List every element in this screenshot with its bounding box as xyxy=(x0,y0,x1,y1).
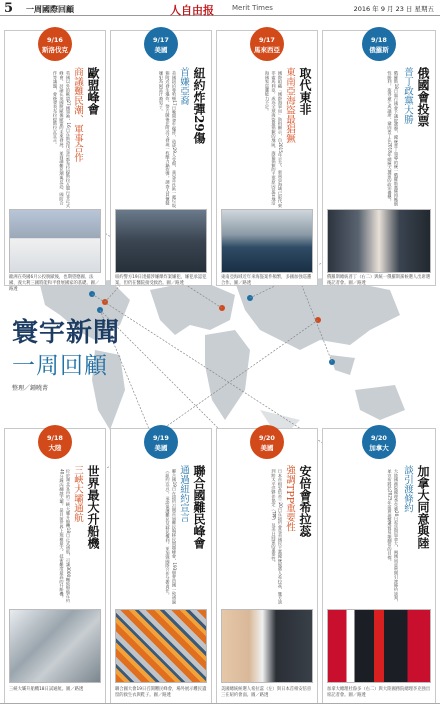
photo-caption: 加拿大總理杜魯多（右二）與大陸國務院總理李克強出席記者會。圖／路透 xyxy=(327,687,431,698)
newspaper-logo: 人自由报 xyxy=(170,4,214,17)
abe-clinton-photo xyxy=(221,609,313,683)
news-card-piracy xyxy=(216,30,318,286)
photo-caption: 紐約警方19日逮捕涉嫌爆炸案嫌犯，嫌犯承認犯案，但仍在醫院接受救治。圖／路透 xyxy=(115,275,207,286)
date-badge: 9/18 大陸 xyxy=(38,425,72,459)
news-card-un-refugee xyxy=(110,428,212,704)
photo-caption: 美國總統候選人希拉蕊（左）與日本首相安倍晉三在紐約會面。圖／路透 xyxy=(221,687,312,698)
article-body: 國際組織「國際海事局」資料顯示，自2015年至今，東南亞海域已取代東非索馬利亞，成為全球海盜最猖獗的地區。海盜猖獗的主要原因是當地沿海國家巡邏能力不足。 xyxy=(265,71,283,208)
subheadline: 談引渡條約 xyxy=(402,465,413,513)
subheadline: 首嫌亞裔 xyxy=(178,67,189,105)
police-photo xyxy=(115,209,207,273)
feature-title: 寰宇新聞 xyxy=(12,318,121,348)
feature-subtitle: 一周回顧 xyxy=(12,353,108,379)
byline: 整理／鍾曉菁 xyxy=(12,385,49,392)
article-body: 日本首相安倍晉三20日在紐約會見美國民主黨總統候選人希拉蕊，雙方談到跨太平洋夥伴協定（TPP）及美日同盟的重要性。 xyxy=(271,469,283,605)
date-badge: 9/18 俄羅斯 xyxy=(362,27,396,61)
news-card-russia-election xyxy=(322,30,436,286)
putin-photo xyxy=(327,209,431,273)
date-badge: 9/17 馬來西亞 xyxy=(250,27,284,61)
article-body: 美國紐約曼哈頓17日晚間發生爆炸，造成29人受傷，雀兒喜社區一處垃圾箱附近發生爆炸，警方隨後在附近又發現一枚壓力鍋炸彈，調查人員懷疑嫌犯為阿富汗裔男子。 xyxy=(159,71,177,208)
summit-photo xyxy=(9,209,101,273)
headline: 安倍會希拉蕊 xyxy=(298,465,312,537)
article-body: 大陸國務院總理李克強20日起訪問加拿大，兩國同意展開引渡條約談判，並宣布將於2025年前實現雙邊貿易額翻倍的目標。 xyxy=(387,469,399,605)
newspaper-logo-en: Merit Times xyxy=(232,4,273,12)
trudeau-li-photo xyxy=(327,609,431,683)
page-number: 5 xyxy=(4,1,14,16)
news-card-eu-summit xyxy=(4,30,106,292)
date-badge: 9/16 斯洛伐克 xyxy=(38,27,72,61)
issue-date: 2016 年 9 月 23 日 星期五 xyxy=(353,5,434,13)
photo-caption: 三峽大壩升船機18日試通航。圖／路透 xyxy=(9,687,84,692)
article-body: 英國以外的歐盟27國領袖，16日在斯洛伐克首都布拉提斯拉瓦舉行非正式峰會，討論在英國脫歐後歐盟的未來發展，並商議難民潮與反恐、國防合作等議題，會後發表布拉提斯拉瓦宣言。 xyxy=(53,71,71,208)
headline: 歐盟峰會 xyxy=(86,67,100,115)
date-badge: 9/17 美國 xyxy=(144,27,178,61)
article-body: 俄羅斯18日舉行國會下議院選舉，總統普丁領導的統一俄羅斯黨獲得壓倒性勝利，取得逾七成議席，鞏固普丁在2018年總統大選前的政治優勢。 xyxy=(387,71,399,207)
headline: 取代東非 xyxy=(298,67,312,115)
headline: 紐約炸彈29傷 xyxy=(192,67,206,144)
headline: 加拿大同意與陸 xyxy=(416,465,430,549)
date-badge: 9/20 加拿大 xyxy=(362,425,396,459)
photo-caption: 歐洲在英國6月公投脫歐後，也期望德國、法國、義大利三國將能和平發展國家的基礎。圖／路透 xyxy=(9,275,100,292)
page-footer xyxy=(0,703,440,709)
article-body: 位於湖北宜昌的三峽大壩升船機18日正式通航，可讓3000噸級船舶在約40分鐘內翻越大壩，是目前世界上規模最大、技術難度最高的升船機。 xyxy=(59,469,71,603)
subheadline: 強調TPP重要性 xyxy=(284,465,295,532)
ship-photo xyxy=(221,209,313,273)
headline: 世界最大升船機 xyxy=(86,465,100,549)
subheadline: 普丁政黨大勝 xyxy=(402,67,413,124)
life-jackets-photo xyxy=(115,609,207,683)
title-block xyxy=(12,312,132,392)
news-card-ship-lift xyxy=(4,428,106,704)
section-title: 一周國際回顧 xyxy=(26,5,74,14)
news-card-abe-clinton xyxy=(216,428,318,704)
photo-caption: 東南亞海域近年來海盜案件頻繁，多國加強巡邏合作。圖／路透 xyxy=(221,275,312,286)
subheadline: 三峽大壩通航 xyxy=(72,465,83,522)
date-badge: 9/20 美國 xyxy=(250,425,284,459)
ship-lift-photo xyxy=(9,609,101,683)
photo-caption: 聯合國大會19日召開難民峰會，場外展示難民遺留的救生衣與鞋子。圖／路透 xyxy=(115,687,207,698)
news-card-canada-china xyxy=(322,428,436,704)
subheadline: 商議難民潮、軍事合作 xyxy=(72,67,83,162)
subheadline: 東南亞海盜最猖獗 xyxy=(284,67,295,143)
headline: 聯合國難民峰會 xyxy=(192,465,206,549)
photo-caption: 俄羅斯總統普丁（右二）與統一俄羅斯黨候選人出席選後記者會。圖／路透 xyxy=(327,275,431,286)
date-badge: 9/19 美國 xyxy=(144,425,178,459)
news-card-ny-bombing xyxy=(110,30,212,286)
page-header xyxy=(0,0,440,16)
headline: 俄國會投票 xyxy=(416,67,430,127)
article-body: 聯合國19日在紐約召開首屆難民與移民問題峰會，193個會員國一致通過《紐約宣言》，承諾保護難民及移民權利，並加強國際合作分擔責任。 xyxy=(165,469,177,604)
subheadline: 通過紐約宣言 xyxy=(178,465,189,522)
